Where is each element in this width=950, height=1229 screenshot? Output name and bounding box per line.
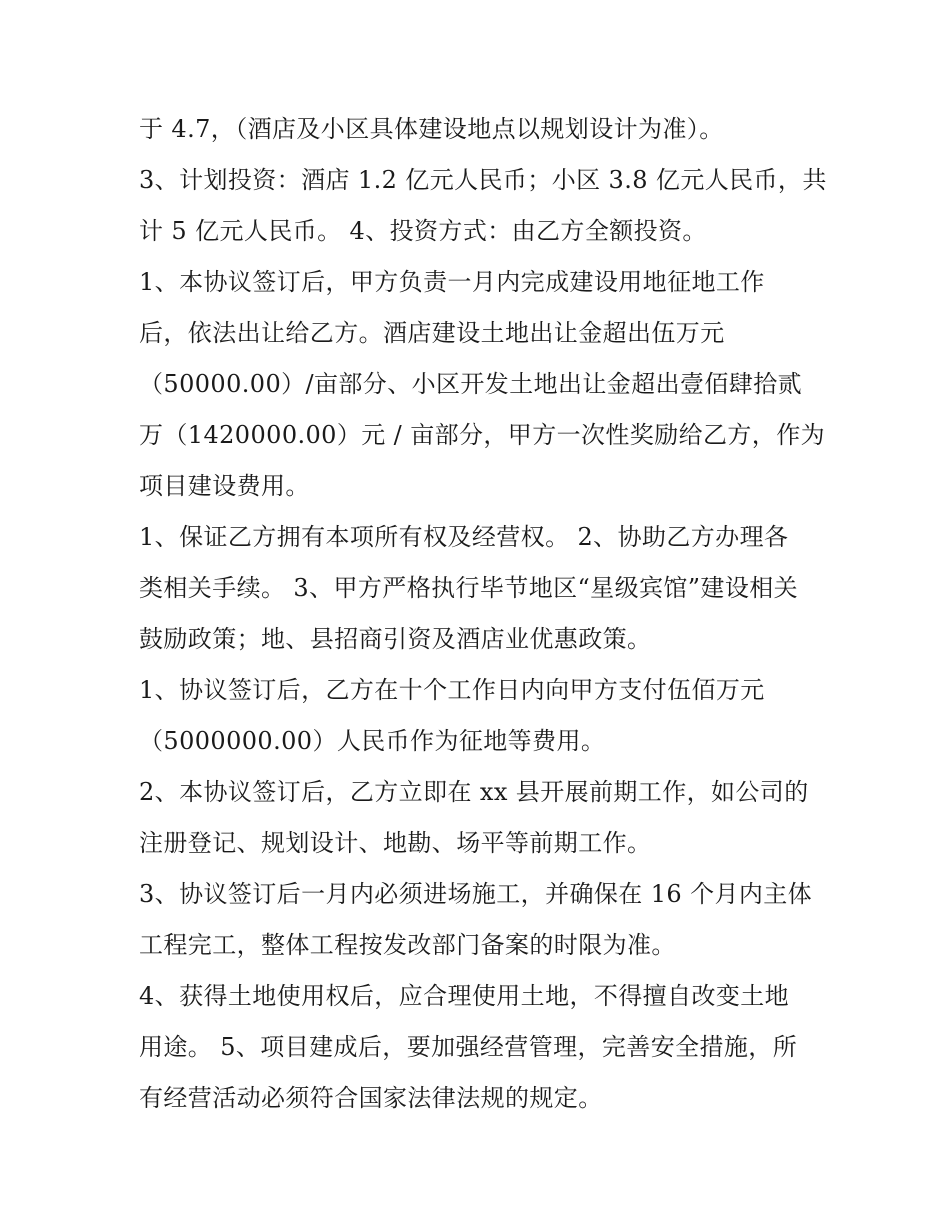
text-line: 有经营活动必须符合国家法律法规的规定。 — [139, 1084, 603, 1112]
text-line: 3、协议签订后一月内必须进场施工，并确保在 16 个月内主体 — [139, 880, 813, 908]
text-line: 后，依法出让给乙方。酒店建设土地出让金超出伍万元 — [139, 319, 725, 347]
paragraph-construction-schedule — [139, 869, 829, 971]
text-line: 1、协议签订后，乙方在十个工作日内向甲方支付伍佰万元 — [139, 676, 765, 704]
text-line: 万（1420000.00）元 / 亩部分，甲方一次性奖励给乙方，作为 — [139, 421, 825, 449]
paragraph-preliminary-work — [139, 767, 829, 869]
paragraph-investment-plan — [139, 155, 829, 257]
text-line: 注册登记、规划设计、地勘、场平等前期工作。 — [139, 829, 652, 857]
text-line: 3、计划投资：酒店 1.2 亿元人民币；小区 3.8 亿元人民币，共 — [139, 166, 827, 194]
text-line: 于 4.7，（酒店及小区具体建设地点以规划设计为准）。 — [139, 115, 724, 143]
text-line: 1、保证乙方拥有本项所有权及经营权。 2、协助乙方办理各 — [139, 523, 789, 551]
document-body — [139, 104, 829, 1124]
text-line: 计 5 亿元人民币。 4、投资方式：由乙方全额投资。 — [139, 217, 707, 245]
text-line: 4、获得土地使用权后，应合理使用土地，不得擅自改变土地 — [139, 982, 790, 1010]
text-line: 工程完工，整体工程按发改部门备案的时限为准。 — [139, 931, 676, 959]
text-line: （5000000.00）人民币作为征地等费用。 — [139, 727, 606, 755]
paragraph-location-note — [139, 104, 829, 155]
text-line: 2、本协议签订后，乙方立即在 xx 县开展前期工作，如公司的 — [139, 778, 809, 806]
paragraph-payment — [139, 665, 829, 767]
text-line: 1、本协议签订后，甲方负责一月内完成建设用地征地工作 — [139, 268, 765, 296]
paragraph-party-a-obligations — [139, 512, 829, 665]
text-line: 用途。 5、项目建成后，要加强经营管理，完善安全措施，所 — [139, 1033, 798, 1061]
text-line: 项目建设费用。 — [139, 472, 310, 500]
text-line: 鼓励政策；地、县招商引资及酒店业优惠政策。 — [139, 625, 652, 653]
text-line: 类相关手续。 3、甲方严格执行毕节地区“星级宾馆”建设相关 — [139, 574, 799, 602]
paragraph-land-transfer — [139, 257, 829, 512]
text-line: （50000.00）/亩部分、小区开发土地出让金超出壹佰肆拾贰 — [139, 370, 802, 398]
paragraph-land-use-and-operations — [139, 971, 829, 1124]
